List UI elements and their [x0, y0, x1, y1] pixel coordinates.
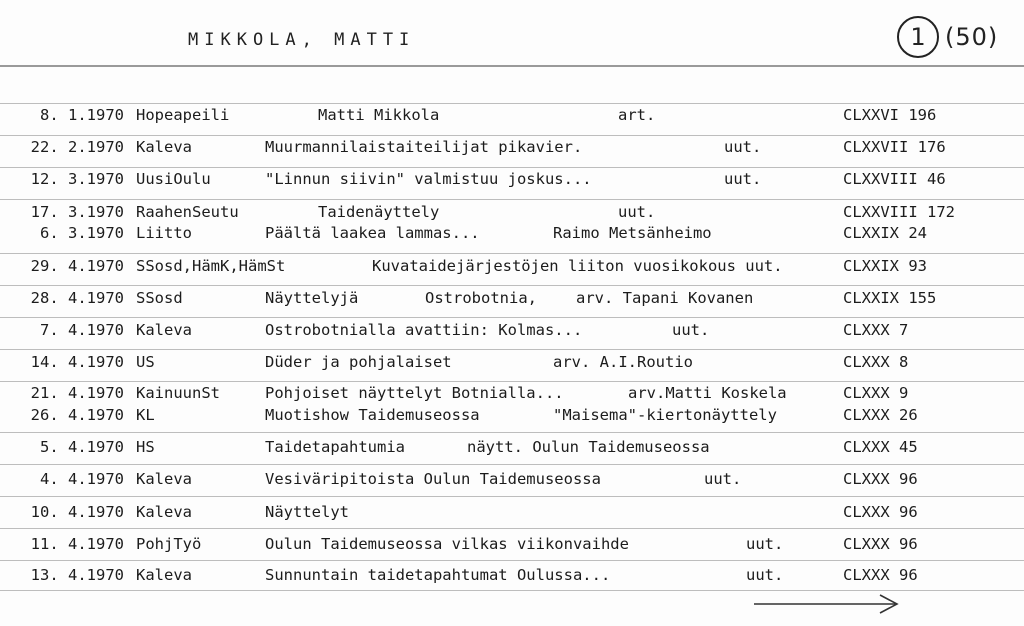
entry-row [0, 470, 1024, 490]
entry-reference: CLXXX 26 [843, 406, 918, 424]
entry-text: Taidenäyttely [318, 203, 440, 221]
entry-row [0, 257, 1024, 277]
ruled-line [0, 199, 1024, 200]
entry-row [0, 224, 1024, 244]
ruled-line [0, 381, 1024, 382]
entry-reference: CLXXIX 93 [843, 257, 927, 275]
entry-row [0, 353, 1024, 373]
entry-text: "Maisema"-kiertonäyttely [553, 406, 777, 424]
entry-reference: CLXXX 96 [843, 566, 918, 584]
ruled-line [0, 103, 1024, 104]
entry-reference: CLXXIX 24 [843, 224, 927, 242]
entry-date: 12. 3.1970 [30, 170, 124, 188]
continue-arrow-icon [752, 592, 900, 616]
ruled-line [0, 590, 1024, 591]
entry-text: Näyttelyt [265, 503, 349, 521]
entry-row [0, 406, 1024, 426]
entry-reference: CLXXX 45 [843, 438, 918, 456]
entry-text: Muotishow Taidemuseossa [265, 406, 480, 424]
entry-row [0, 170, 1024, 190]
entry-text: "Linnun siivin" valmistuu joskus... [265, 170, 592, 188]
entry-text: Ostrobotnialla avattiin: Kolmas... [265, 321, 583, 339]
entry-row [0, 106, 1024, 126]
entry-text: uut. [704, 470, 742, 488]
card-number-circled: 1 [897, 16, 939, 58]
entry-text: Kuvataidejärjestöjen liiton vuosikokous uut. [372, 257, 783, 275]
entry-reference: CLXXVII 176 [843, 138, 946, 156]
entry-text: arv.Matti Koskela [628, 384, 787, 402]
header-rule [0, 65, 1024, 67]
card-number [897, 16, 998, 58]
entry-text: Päältä laakea lammas... [265, 224, 480, 242]
ruled-line [0, 167, 1024, 168]
entry-date: 8. 1.1970 [40, 106, 124, 124]
entry-row [0, 566, 1024, 586]
entry-date: 29. 4.1970 [30, 257, 124, 275]
entry-row [0, 321, 1024, 341]
ruled-line [0, 560, 1024, 561]
entry-source: Liitto [136, 224, 192, 242]
entry-text: uut. [618, 203, 656, 221]
entry-text: Raimo Metsänheimo [553, 224, 712, 242]
entry-row [0, 203, 1024, 223]
entry-source: Kaleva [136, 503, 192, 521]
entry-text: art. [618, 106, 656, 124]
entry-text: Taidetapahtumia [265, 438, 405, 456]
entry-row [0, 384, 1024, 404]
entry-text: uut. [724, 138, 762, 156]
entry-date: 14. 4.1970 [30, 353, 124, 371]
entry-source: KL [136, 406, 155, 424]
ruled-line [0, 464, 1024, 465]
entry-text: uut. [672, 321, 710, 339]
entry-date: 6. 3.1970 [40, 224, 124, 242]
ruled-line [0, 349, 1024, 350]
entry-source: SSosd [136, 289, 183, 307]
entry-text: Vesiväripitoista Oulun Taidemuseossa [265, 470, 601, 488]
entry-date: 11. 4.1970 [30, 535, 124, 553]
entry-reference: CLXXX 96 [843, 535, 918, 553]
entry-text: Pohjoiset näyttelyt Botnialla... [265, 384, 564, 402]
entry-row [0, 138, 1024, 158]
entry-text: uut. [724, 170, 762, 188]
entry-text: Sunnuntain taidetapahtumat Oulussa... [265, 566, 611, 584]
entry-date: 26. 4.1970 [30, 406, 124, 424]
entry-date: 17. 3.1970 [30, 203, 124, 221]
card-total: (50) [945, 23, 999, 51]
entry-source: Kaleva [136, 321, 192, 339]
entry-reference: CLXXVI 196 [843, 106, 937, 124]
entry-text: arv. A.I.Routio [553, 353, 693, 371]
entry-date: 22. 2.1970 [30, 138, 124, 156]
entry-source: Kaleva [136, 470, 192, 488]
entry-reference: CLXXVIII 172 [843, 203, 955, 221]
entry-reference: CLXXVIII 46 [843, 170, 946, 188]
entry-source: SSosd,HämK,HämSt [136, 257, 286, 275]
entry-source: UusiOulu [136, 170, 211, 188]
entry-reference: CLXXX 96 [843, 503, 918, 521]
entry-date: 4. 4.1970 [40, 470, 124, 488]
entry-source: Kaleva [136, 138, 192, 156]
entry-source: Kaleva [136, 566, 192, 584]
entry-source: RaahenSeutu [136, 203, 239, 221]
entry-date: 5. 4.1970 [40, 438, 124, 456]
entry-source: US [136, 353, 155, 371]
entry-date: 7. 4.1970 [40, 321, 124, 339]
entry-date: 28. 4.1970 [30, 289, 124, 307]
entry-date: 21. 4.1970 [30, 384, 124, 402]
entry-date: 10. 4.1970 [30, 503, 124, 521]
entry-text: näytt. Oulun Taidemuseossa [467, 438, 710, 456]
entry-text: uut. [746, 535, 784, 553]
ruled-line [0, 432, 1024, 433]
entry-text: uut. [746, 566, 784, 584]
entry-reference: CLXXIX 155 [843, 289, 937, 307]
ruled-line [0, 285, 1024, 286]
ruled-line [0, 317, 1024, 318]
entry-reference: CLXXX 9 [843, 384, 909, 402]
entry-source: KainuunSt [136, 384, 220, 402]
ruled-line [0, 135, 1024, 136]
entry-text: Düder ja pohjalaiset [265, 353, 452, 371]
entry-date: 13. 4.1970 [30, 566, 124, 584]
entry-text: Näyttelyjä [265, 289, 359, 307]
entry-text: Ostrobotnia, [425, 289, 537, 307]
ruled-line [0, 253, 1024, 254]
entry-text: arv. Tapani Kovanen [576, 289, 754, 307]
entry-source: HS [136, 438, 155, 456]
entry-source: Hopeapeili [136, 106, 230, 124]
entry-reference: CLXXX 96 [843, 470, 918, 488]
card-title: MIKKOLA, MATTI [188, 30, 416, 50]
ruled-line [0, 528, 1024, 529]
entry-text: Matti Mikkola [318, 106, 440, 124]
entry-row [0, 503, 1024, 523]
entry-reference: CLXXX 7 [843, 321, 909, 339]
entry-text: Muurmannilaistaiteilijat pikavier. [265, 138, 583, 156]
entry-text: Oulun Taidemuseossa vilkas viikonvaihde [265, 535, 629, 553]
entry-source: PohjTyö [136, 535, 202, 553]
entry-row [0, 535, 1024, 555]
entry-reference: CLXXX 8 [843, 353, 909, 371]
ruled-line [0, 496, 1024, 497]
entry-row [0, 289, 1024, 309]
entry-row [0, 438, 1024, 458]
